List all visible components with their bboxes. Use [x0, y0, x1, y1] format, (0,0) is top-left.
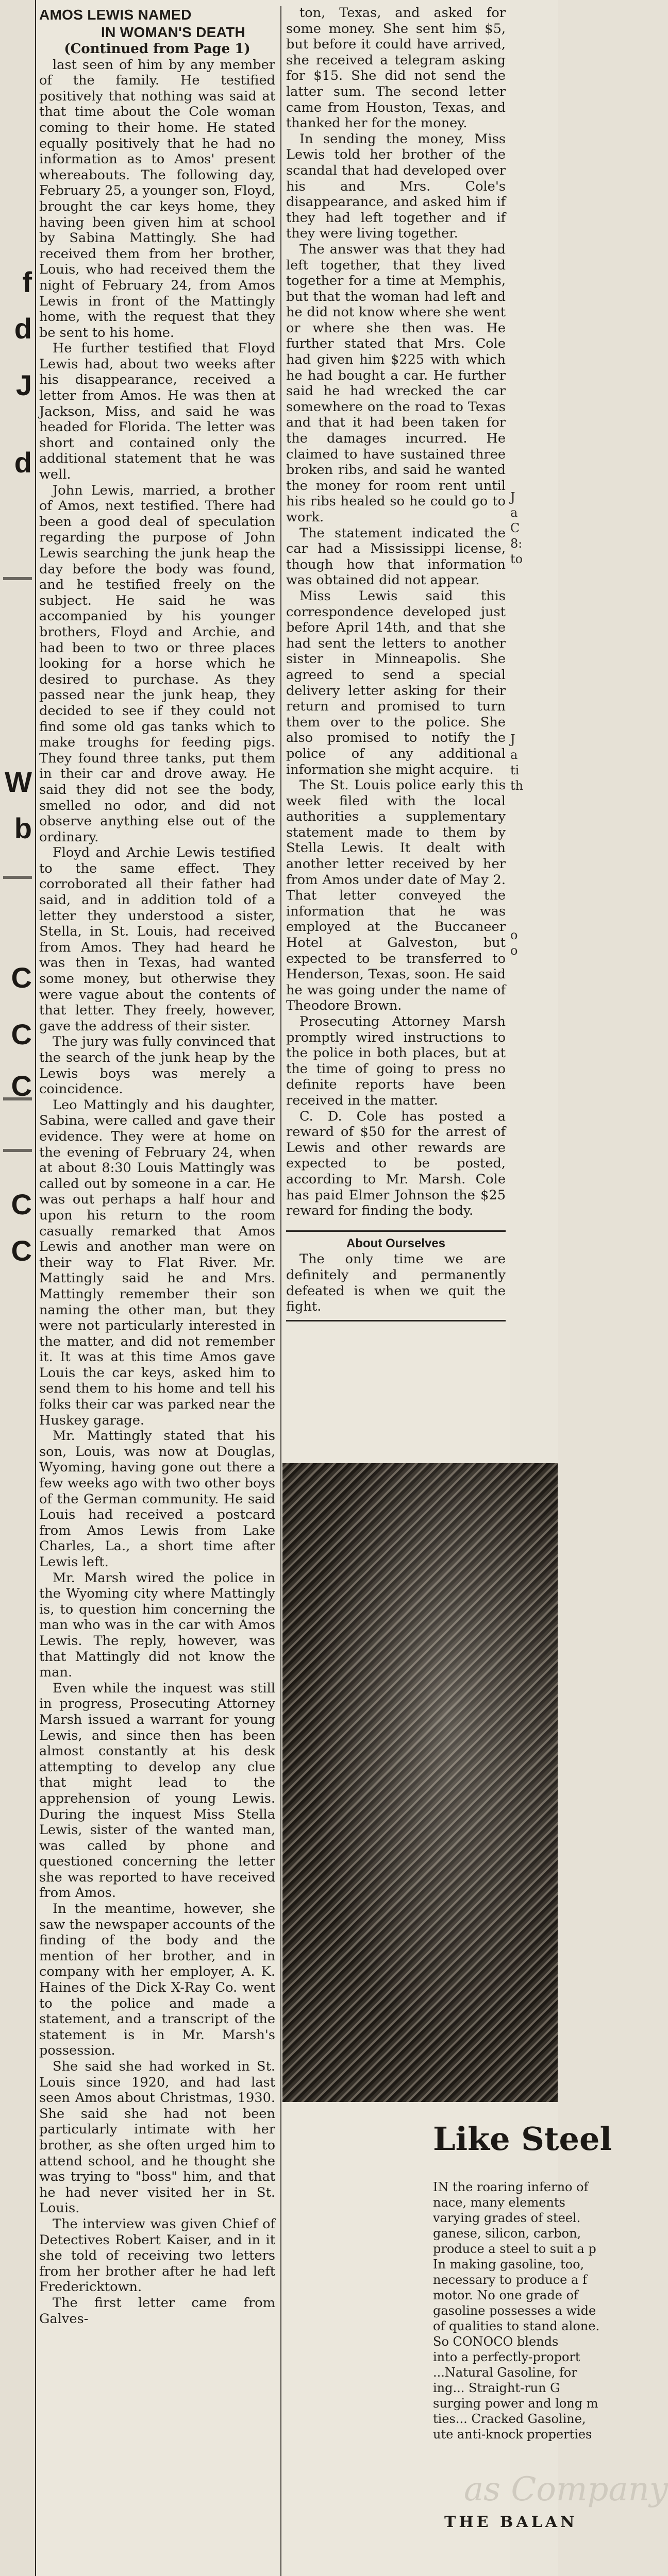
right-fragment: o	[510, 928, 518, 942]
left-fragment-glyph: C	[11, 961, 32, 994]
article-paragraph: The answer was that they had left together, that they lived together for a time at Memphis, but that the woman had left and he did not know where she went or where she then was. He further stated that Mrs. Cole had given him $225 with which he had bought a car. He further said he had wrecked the car somewhere on the road to Texas and that it had been taken for the damages incurred. He claimed to have sustained three broken ribs, and said he wanted the money for room rent until his ribs healed so he could go to work.	[286, 241, 506, 525]
column-2-body	[286, 5, 506, 1219]
advertisement-line: gasoline possesses a wide	[433, 2303, 596, 2318]
advertisement-line: So CONOCO blends	[433, 2334, 559, 2349]
left-fragment-glyph: d	[14, 446, 32, 479]
column-rule	[3, 1149, 32, 1152]
advertisement-watermark: as Company	[464, 2470, 668, 2509]
column-1-body	[39, 57, 275, 2327]
about-top-rule	[286, 1230, 506, 1232]
advertisement-line: surging power and long m	[433, 2396, 598, 2411]
right-fragment: a	[510, 748, 518, 762]
article-paragraph: Miss Lewis said this correspondence developed just before April 14th, and that she had sent the letters to another sister in Minneapolis. She agreed to send a special delivery letter asking for their return and promised to turn them over to the police. She also promised to notify the police of any additional information she might acquire.	[286, 588, 506, 777]
article-paragraph: The interview was given Chief of Detectives Robert Kaiser, and in it she told of receiving two letters from her brother after he had left Fredericktown.	[39, 2216, 275, 2295]
article-paragraph: Mr. Marsh wired the police in the Wyoming city where Mattingly is, to question him concerning the man who was in the car with Amos Lewis. The reply, however, was that Mattingly did not know the man.	[39, 1570, 275, 1681]
article-paragraph: The first letter came from Galves-	[39, 2295, 275, 2327]
left-fragment-glyph: C	[11, 1234, 32, 1267]
article-headline	[39, 6, 275, 41]
advertisement-line: ing... Straight-run G	[433, 2381, 560, 2395]
advertisement-line: motor. No one grade of	[433, 2288, 578, 2302]
about-ourselves-title: About Ourselves	[346, 1236, 446, 1250]
article-paragraph: C. D. Cole has posted a reward of $50 for the arrest of Lewis and other rewards are expected to be posted, according to Mr. Marsh. Cole has paid Elmer Johnson the $25 reward for finding the body.	[286, 1108, 506, 1219]
right-fragment: J	[510, 732, 515, 747]
left-fragment-glyph: W	[5, 766, 32, 798]
advertisement-line: In making gasoline, too,	[433, 2257, 584, 2272]
right-fragment: C	[510, 521, 520, 535]
advertisement-line: of qualities to stand alone.	[433, 2319, 600, 2333]
advertisement-line: nace, many elements	[433, 2195, 565, 2210]
article-paragraph: He further testified that Floyd Lewis had, about two weeks after his disappearance, received a letter from Amos. He was then at Jackson, Miss, and said he was headed for Florida. The letter was short and contained only the additional statement that he was well.	[39, 341, 275, 483]
left-fragment-glyph: C	[11, 1188, 32, 1221]
article-paragraph: Even while the inquest was still in progress, Prosecuting Attorney Marsh issued a warrant for young Lewis, and since then has been almost constantly at his desk attempting to develop any clue that might lead to the apprehension of young Lewis. During the inquest Miss Stella Lewis, sister of the wanted man, was called by phone and questioned concerning the letter she was reported to have received from Amos.	[39, 1680, 275, 1901]
left-fragment-glyph: J	[15, 369, 32, 401]
left-clipped-column	[0, 0, 36, 2576]
advertisement-footer: THE BALAN	[444, 2513, 578, 2531]
article-paragraph: Prosecuting Attorney Marsh promptly wired instructions to the police in both places, but at the time of going to press no definite reports have been received in the matter.	[286, 1014, 506, 1108]
advertisement-line: ...Natural Gasoline, for	[433, 2365, 577, 2380]
column-rule	[3, 577, 32, 580]
right-fragment: th	[510, 778, 524, 793]
right-fragment: o	[510, 943, 518, 958]
left-fragment-glyph: b	[14, 812, 32, 844]
article-paragraph: last seen of him by any member of the family. He testified positively that nothing was said at that time about the Cole woman coming to their home. He stated equally positively that he had no information as to Amos' present whereabouts. The following day, February 25, a younger son, Floyd, brought the car keys home, they having been given him at school by Sabina Mattingly. She had received them from her brother, Louis, who had received them the night of February 24, from Amos Lewis in front of the Mattingly home, with the request that they be sent to his home.	[39, 57, 275, 341]
left-fragment-glyph: C	[11, 1018, 32, 1050]
article-column-1	[39, 5, 275, 2576]
article-paragraph: In sending the money, Miss Lewis told her brother of the scandal that had developed over his and Mrs. Cole's disappearance, and asked him if they had left together and if they were living together.	[286, 131, 506, 242]
advertisement-photo	[282, 1463, 558, 2102]
advertisement-line: into a perfectly-proport	[433, 2350, 580, 2364]
article-paragraph: The St. Louis police early this week filed with the local authorities a supplementary statement made to them by Stella Lewis. It dealt with another letter received by her from Amos under date of May 2. That letter conveyed the information that he was employed at the Buccaneer Hotel at Galveston, but expected to be transferred to Henderson, Texas, soon. He said he was going under the name of Theodore Brown.	[286, 777, 506, 1014]
article-paragraph: Leo Mattingly and his daughter, Sabina, were called and gave their evidence. They were at home on the evening of February 24, when at about 8:30 Louis Mattingly was called out by someone in a car. He was out perhaps a half hour and upon his return to the room casually remarked that Amos Lewis and another man were on their way to Flat River. Mr. Mattingly said he and Mrs. Mattingly remember their son naming the other man, but they were not particularly interested in the matter, and did not remember it. It was at this time Amos gave Louis the car keys, asked him to send them to his home and tell his folks their car was parked near the Huskey garage.	[39, 1097, 275, 1428]
article-paragraph: The jury was fully convinced that the search of the junk heap by the Lewis boys was merely a coincidence.	[39, 1034, 275, 1097]
advertisement-headline: Like Steel	[433, 2120, 612, 2158]
article-paragraph: Mr. Mattingly stated that his son, Louis, was now at Douglas, Wyoming, having gone out there a few weeks ago with two other boys of the German community. He said Louis had received a postcard from Amos Lewis from Lake Charles, La., a short time after Lewis left.	[39, 1428, 275, 1570]
right-fragment: to	[510, 552, 523, 566]
continued-notice: (Continued from Page 1)	[64, 41, 250, 57]
left-fragment-glyph: C	[11, 1070, 32, 1102]
right-fragment: J	[510, 490, 515, 504]
advertisement-line: IN the roaring inferno of	[433, 2180, 589, 2194]
article-paragraph: The statement indicated the car had a Mississippi license, though how that information was obtained did not appear.	[286, 525, 506, 588]
advertisement-line: ties... Cracked Gasoline,	[433, 2412, 586, 2426]
advertisement-line: ute anti-knock properties	[433, 2427, 592, 2442]
headline-line-1: AMOS LEWIS NAMED	[39, 7, 192, 23]
left-fragment-glyph: f	[22, 266, 32, 298]
column-divider	[280, 6, 281, 2576]
advertisement-body	[433, 2179, 600, 2468]
advertisement-line: produce a steel to suit a p	[433, 2242, 596, 2256]
right-fragment: 8:	[510, 536, 523, 551]
article-paragraph: Floyd and Archie Lewis testified to the same effect. They corroborated all their father had said, and in addition told of a letter they understood a sister, Stella, in St. Louis, had received from Amos. They had heard he was then in Texas, had wanted some money, but otherwise they were vague about the contents of that letter. They freely, however, gave the address of their sister.	[39, 845, 275, 1034]
advertisement-line: necessary to produce a f	[433, 2273, 587, 2287]
right-fragment: ti	[510, 763, 520, 777]
article-paragraph: She said she had worked in St. Louis since 1920, and had last seen Amos about Christmas, 1930. She said she had not been particularly intimate with her brother, as she often urged him to attend school, and he thought she was trying to "boss" him, and that he had never visited her in St. Louis.	[39, 2059, 275, 2216]
about-ourselves-text: The only time we are definitely and permanently defeated is when we quit the fight.	[286, 1251, 506, 1315]
advertisement-line: ganese, silicon, carbon,	[433, 2226, 581, 2241]
right-fragment: a	[510, 505, 518, 520]
headline-line-2: IN WOMAN'S DEATH	[101, 24, 246, 40]
advertisement-line: varying grades of steel.	[433, 2211, 581, 2225]
left-fragment-glyph: d	[14, 312, 32, 345]
about-bottom-rule	[286, 1320, 506, 1321]
article-paragraph: In the meantime, however, she saw the newspaper accounts of the finding of the body and the mention of her brother, and in company with her employer, A. K. Haines of the Dick X-Ray Co. went to the police and made a statement, and a transcript of the statement is in Mr. Marsh's possession.	[39, 1901, 275, 2059]
column-rule	[3, 876, 32, 879]
article-paragraph: John Lewis, married, a brother of Amos, next testified. There had been a good deal of speculation regarding the purpose of John Lewis searching the junk heap the day before the body was found, and he testified freely on the subject. He said he was accompanied by his younger brothers, Floyd and Archie, and had been to two or three places looking for a horse which he desired to purchase. As they passed near the junk heap, they decided to see if they could not find some old gas tanks which to make troughs for feeding pigs. They found three tanks, put them in their car and drove away. He said they did not see the body, smelled no odor, and did not observe anything else out of the ordinary.	[39, 482, 275, 845]
article-paragraph: ton, Texas, and asked for some money. She sent him $5, but before it could have arrived, she received a telegram asking for $15. She did not send the latter sum. The second letter came from Houston, Texas, and thanked her for the money.	[286, 5, 506, 131]
